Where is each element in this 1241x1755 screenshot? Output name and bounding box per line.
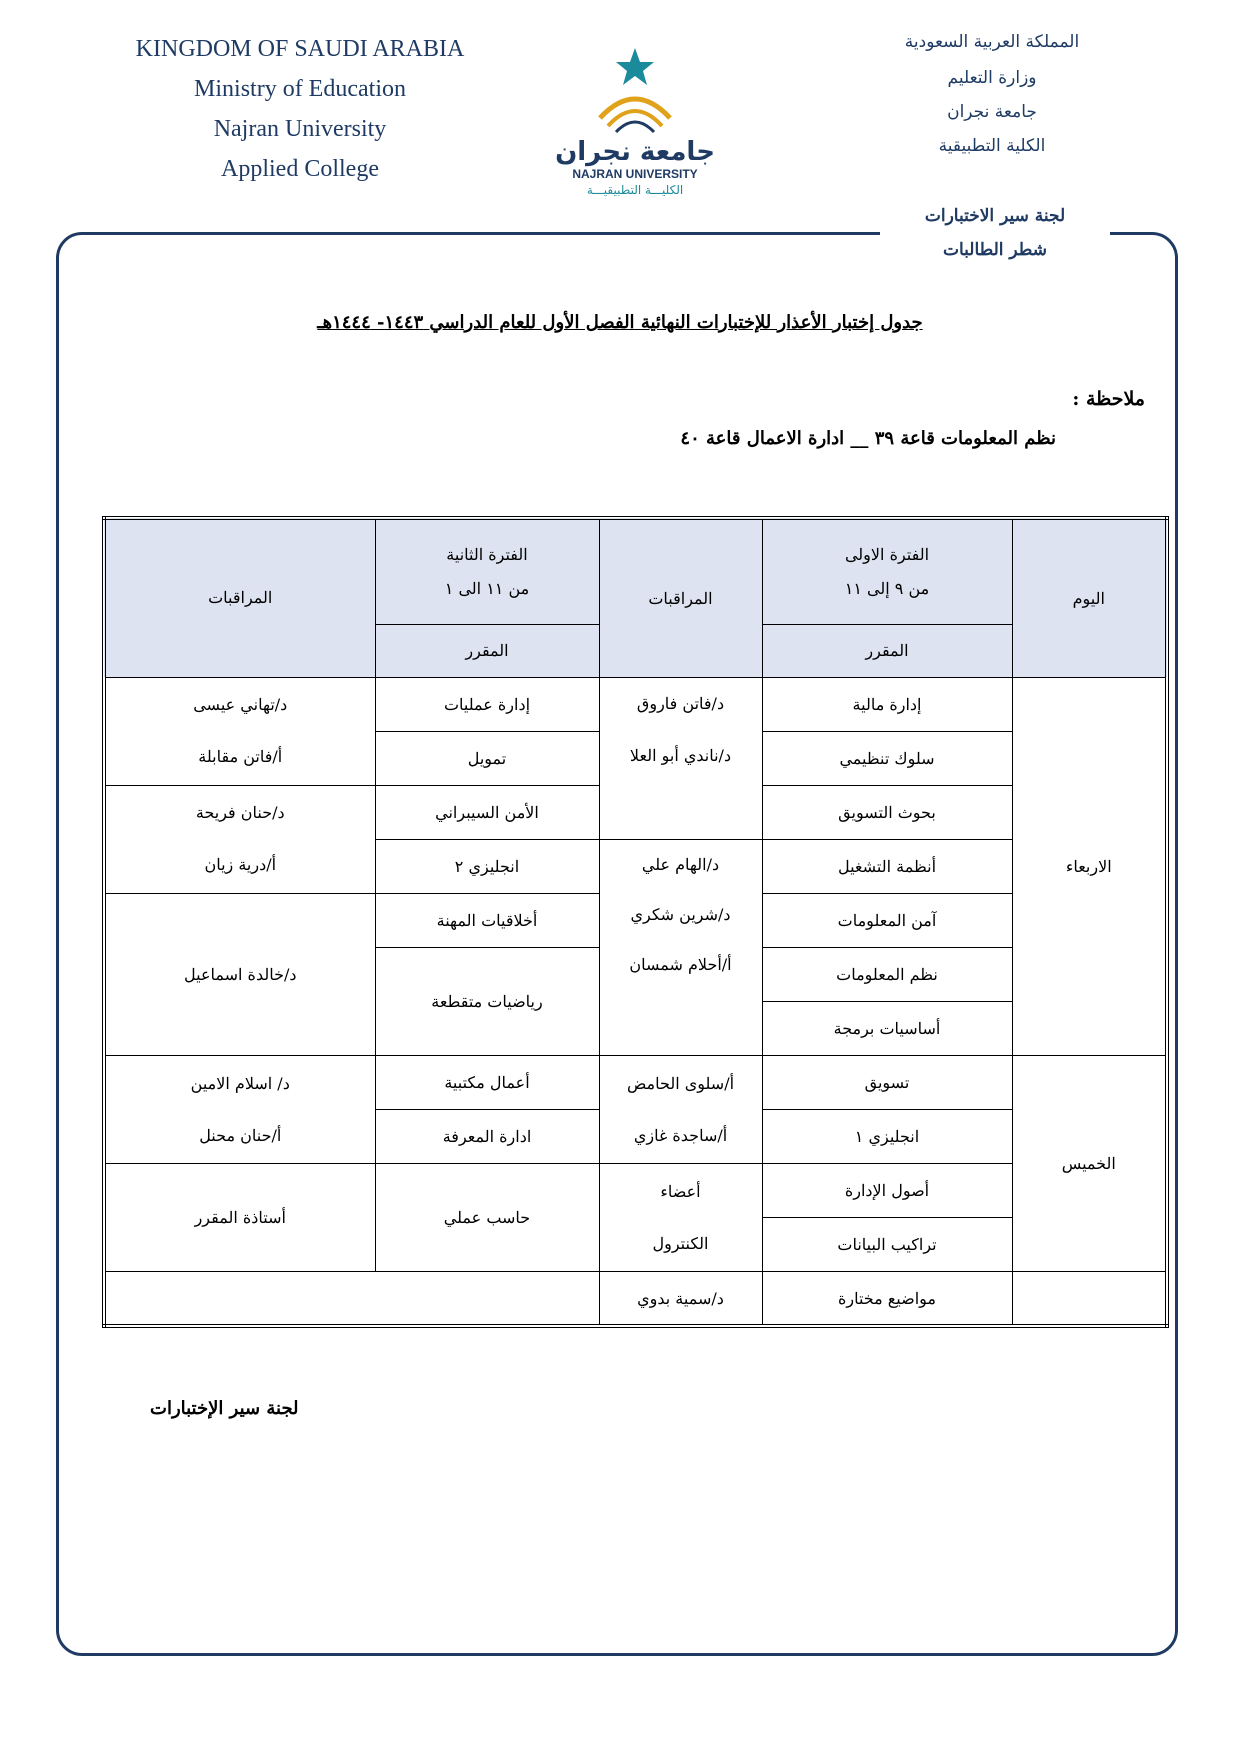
p2-course: حاسب عملي <box>375 1164 599 1272</box>
logo-english-name: NAJRAN UNIVERSITY <box>572 167 698 181</box>
p1-proctors-group2 <box>599 839 762 1055</box>
page-title: جدول إختبار الأعذار للإختبارات النهائية الفصل الأول للعام الدراسي ١٤٤٣- ١٤٤٤هـ <box>317 312 923 333</box>
p2-proctor: د/حنان فريحة <box>195 803 285 823</box>
header-period1-time: من ٩ إلى ١١ <box>844 578 930 598</box>
p2-course: الأمن السيبراني <box>375 785 599 839</box>
p1-course: آمن المعلومات <box>762 893 1012 947</box>
header-ar-university: جامعة نجران <box>947 102 1037 122</box>
p1-course: سلوك تنظيمي <box>762 731 1012 785</box>
p1-course: أنظمة التشغيل <box>762 839 1012 893</box>
header-ar-ministry: وزارة التعليم <box>947 68 1037 88</box>
header-en-college: Applied College <box>221 156 379 182</box>
p1-proctor: د/فاتن فاروق <box>636 693 725 713</box>
header-period2-label: الفترة الثانية <box>446 544 528 564</box>
p1-proctor: الكنترول <box>652 1233 709 1253</box>
p1-course: نظم المعلومات <box>762 947 1012 1001</box>
frame-gap <box>880 226 1110 238</box>
p1-course: بحوث التسويق <box>762 785 1012 839</box>
p1-course: أساسيات برمجة <box>762 1002 1012 1056</box>
p2-proctor: أ/درية زيان <box>204 855 277 875</box>
header-period2 <box>375 518 599 624</box>
day-empty <box>1012 1272 1167 1326</box>
note-label: ملاحظة : <box>1072 388 1145 410</box>
p1-proctor: أ/أحلام شمسان <box>629 954 732 974</box>
header-ar-college: الكلية التطبيقية <box>938 136 1046 156</box>
p2-proctors-group1 <box>104 677 375 785</box>
header-course-2: المقرر <box>375 624 599 677</box>
header-day: اليوم <box>1012 518 1167 677</box>
p1-course: انجليزي ١ <box>762 1110 1012 1164</box>
p2-course: رياضيات متقطعة <box>375 947 599 1055</box>
p2-proctor: أ/حنان محنل <box>199 1125 282 1145</box>
p2-course: إدارة عمليات <box>375 677 599 731</box>
footer-committee: لجنة سير الإختبارات <box>150 1398 299 1419</box>
p2-proctors-group4 <box>104 1056 375 1164</box>
header-en-university: Najran University <box>213 116 387 142</box>
p2-proctors-group2 <box>104 785 375 893</box>
p2-course: أعمال مكتبية <box>375 1056 599 1110</box>
p2-course: أخلاقيات المهنة <box>375 893 599 947</box>
logo-sub: الكليـــة التطبيقيـــة <box>586 183 684 197</box>
logo-emblem-icon <box>530 40 740 200</box>
p2-proctors-group3: د/خالدة اسماعيل <box>104 893 375 1055</box>
day-wednesday: الاربعاء <box>1012 677 1167 1055</box>
p2-proctors-group5: أستاذة المقرر <box>104 1164 375 1272</box>
p1-proctors-group4 <box>599 1164 762 1272</box>
day-thursday: الخميس <box>1012 1056 1167 1272</box>
p1-proctor: أ/ساجدة غازي <box>633 1125 728 1145</box>
header-course-1: المقرر <box>762 624 1012 677</box>
header-period1-label: الفترة الاولى <box>844 544 930 564</box>
p1-proctor: د/شرين شكري <box>630 904 731 924</box>
header-proctors-2: المراقبات <box>104 518 375 677</box>
p1-course: أصول الإدارة <box>762 1164 1012 1218</box>
p2-proctor: د/تهاني عيسى <box>193 695 288 715</box>
header-en-ministry: Ministry of Education <box>194 76 406 102</box>
p1-proctors-group1 <box>599 677 762 839</box>
p1-proctor: أعضاء <box>660 1181 701 1201</box>
note-text: نظم المعلومات قاعة ٣٩ __ ادارة الاعمال قاعة ٤٠ <box>680 428 1056 449</box>
p2-course: ادارة المعرفة <box>375 1110 599 1164</box>
university-logo <box>530 40 740 200</box>
p1-proctors-group3 <box>599 1056 762 1164</box>
header-proctors-1: المراقبات <box>599 518 762 677</box>
header-period2-time: من ١١ الى ١ <box>444 578 530 598</box>
p1-course: مواضيع مختارة <box>762 1272 1012 1326</box>
schedule-table <box>102 516 1169 1328</box>
p1-proctor: أ/سلوى الحامض <box>626 1073 735 1093</box>
committee-section: شطر الطالبات <box>942 240 1047 260</box>
p2-proctor: د/ اسلام الامين <box>190 1073 290 1093</box>
header-ar-kingdom: المملكة العربية السعودية <box>904 32 1080 52</box>
p2-course: انجليزي ٢ <box>375 839 599 893</box>
p1-course: تراكيب البيانات <box>762 1218 1012 1272</box>
header-en-kingdom: KINGDOM OF SAUDI ARABIA <box>135 36 465 62</box>
p1-course: تسويق <box>762 1056 1012 1110</box>
p1-proctor: د/الهام علي <box>641 854 720 874</box>
p2-course: تمويل <box>375 731 599 785</box>
p1-course: إدارة مالية <box>762 677 1012 731</box>
committee-name: لجنة سير الاختبارات <box>924 206 1066 226</box>
logo-arabic-name: جامعة نجران <box>555 137 715 167</box>
p1-proctors-group5: د/سمية بدوي <box>599 1272 762 1326</box>
p2-proctor: أ/فاتن مقابلة <box>198 747 283 767</box>
header-period1 <box>762 518 1012 624</box>
p1-proctor: د/ناندي أبو العلا <box>629 745 732 765</box>
